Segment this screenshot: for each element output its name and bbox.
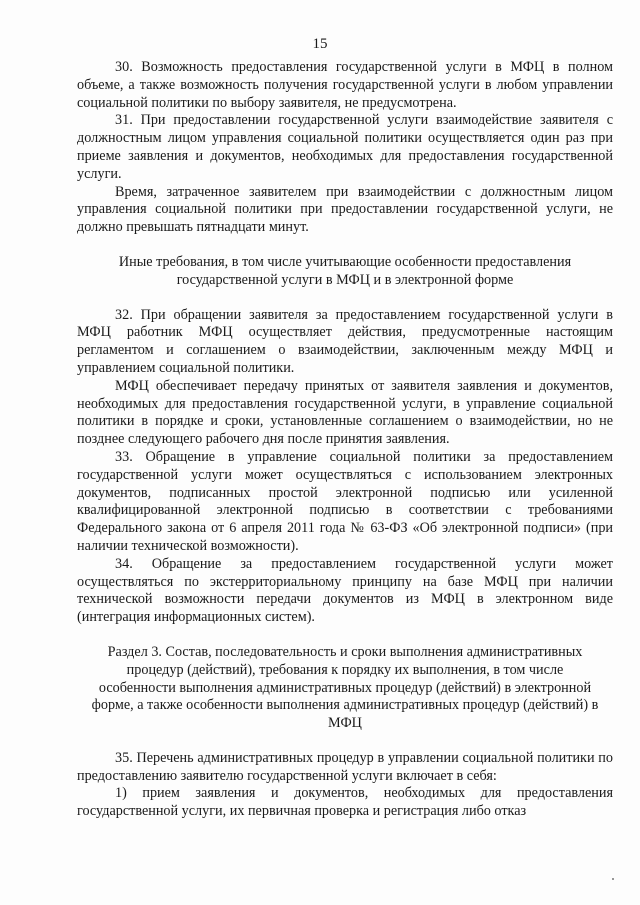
page-content (77, 59, 613, 821)
section-heading-other-requirements: Иные требования, в том числе учитывающие особенности предоставления государственной услуги в МФЦ и в электронной форме (118, 253, 572, 288)
paragraph-34: 34. Обращение за предоставлением государственной услуги может осуществляться по экстерриториальному принципу на базе МФЦ при наличии технической возможности передачи документов из МФЦ в электронном виде (интеграция информационных систем). (77, 555, 613, 626)
paragraph-32: 32. При обращении заявителя за предоставлением государственной услуги в МФЦ работник МФЦ осуществляет действия, предусмотренные настоящим регламентом и соглашением о взаимодействии, заключенным между МФЦ и управлением социальной политики. (77, 306, 613, 376)
list-item-1: 1) прием заявления и документов, необходимых для предоставления государственной услуги, их первичная проверка и регистрация либо отказ (77, 785, 613, 820)
page-number: 15 (312, 36, 328, 52)
paragraph-35: 35. Перечень административных процедур в управлении социальной политики по предоставлению заявителю государственной услуги включает в себя: (77, 749, 613, 784)
scan-speck (612, 878, 614, 880)
paragraph-33: 33. Обращение в управление социальной политики за предоставлением государственной услуги может осуществляться с использованием электронных документов, подписанных простой электронной подписью или усиленной квалифицированной электронной подписью в соответствии с требованиями Федерального закона от 6 апреля 2011 года № 63-ФЗ «Об электронной подписи» (при наличии технической возможности). (77, 448, 613, 554)
paragraph-mfc-transfer: МФЦ обеспечивает передачу принятых от заявителя заявления и документов, необходимых для предоставления государственной услуги, в управление социальной политики в порядке и сроки, установленные соглашением о взаимодействии, но не позднее следующего рабочего дня после принятия заявления. (77, 377, 613, 448)
paragraph-30: 30. Возможность предоставления государственной услуги в МФЦ в полном объеме, а также возможность получения государственной услуги в любом управлении социальной политики по выбору заявителя, не предусмотрена. (77, 59, 613, 111)
paragraph-31: 31. При предоставлении государственной услуги взаимодействие заявителя с должностным лицом управления социальной политики осуществляется один раз при приеме заявления и документов, необходимых для предоставления государственной услуги. (77, 112, 613, 182)
paragraph-time-limit: Время, затраченное заявителем при взаимодействии с должностным лицом управления социальной политики при предоставлении государственной услуги, не должно превышать пятнадцати минут. (77, 183, 613, 236)
section-heading-3: Раздел 3. Состав, последовательность и сроки выполнения административных процедур (действий), требования к порядку их выполнения, в том числе особенности выполнения административных процедур (действий) в электронной форме, а также особенности выполнения административных процедур (действий) в МФЦ (91, 643, 599, 732)
